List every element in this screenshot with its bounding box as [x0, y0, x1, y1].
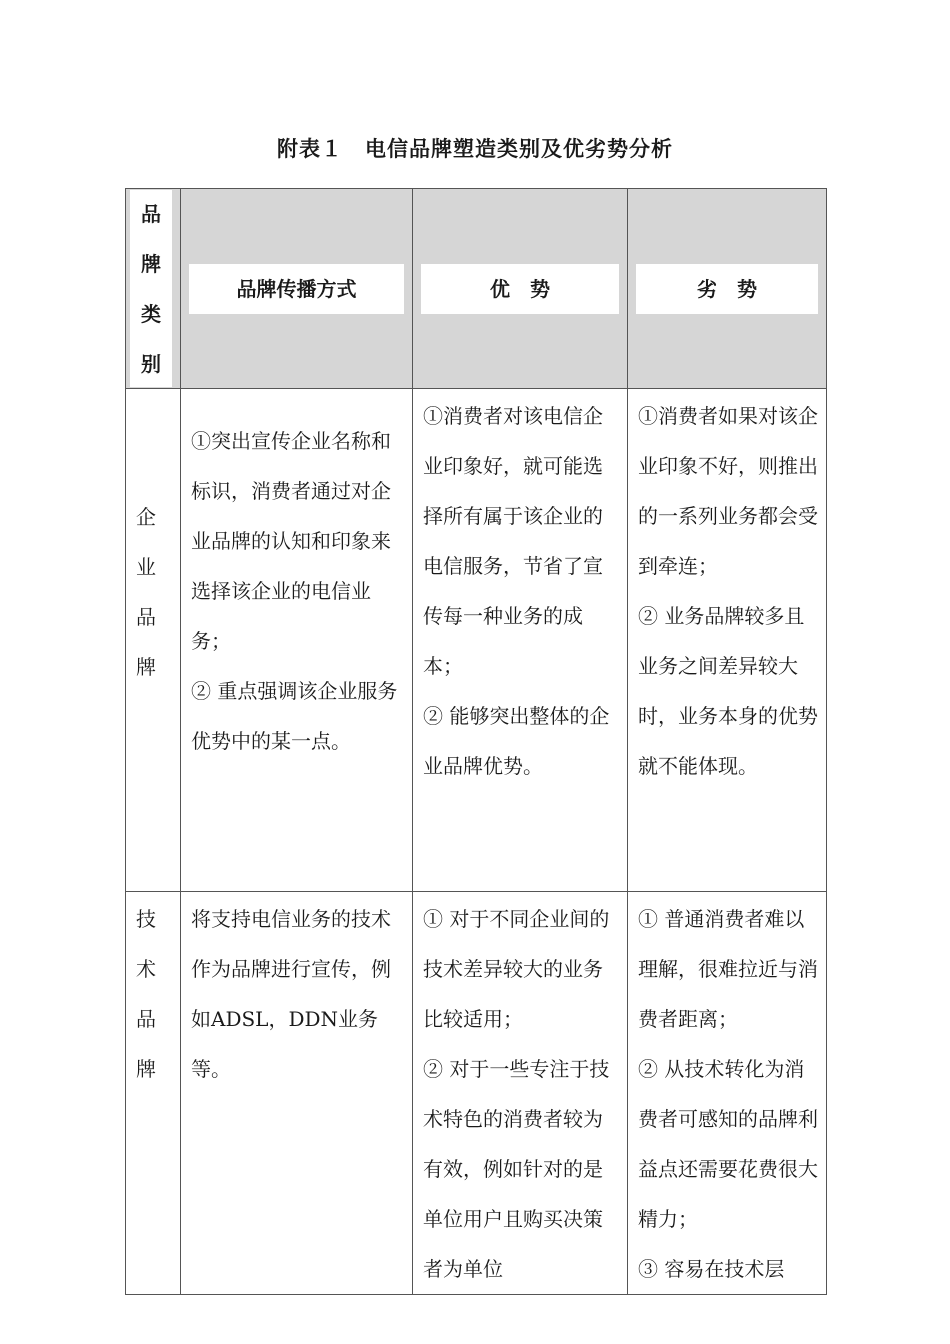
advantage-text: ② 能够突出整体的企业品牌优势。 [423, 704, 610, 778]
method-text: ①突出宣传企业名称和标识，消费者通过对企业品牌的认知和印象来选择该企业的电信业务； [191, 429, 391, 653]
table-title: 附表１ 电信品牌塑造类别及优劣势分析 [277, 137, 673, 161]
header-category-char: 别 [141, 351, 161, 376]
table-header-row [126, 189, 827, 389]
brand-analysis-table [125, 188, 827, 1295]
header-category-char: 品 [141, 201, 161, 226]
table-row-enterprise-brand [126, 389, 827, 892]
header-category-label [130, 190, 172, 387]
header-category-char: 类 [141, 301, 161, 326]
header-advantage-cell [413, 189, 628, 389]
header-disadvantage: 劣 势 [636, 264, 818, 314]
disadvantage-cell [628, 389, 827, 892]
category-char: 牌 [136, 655, 156, 679]
category-char: 业 [136, 555, 156, 579]
method-text: 将支持电信业务的技术作为品牌进行宣传，例如ADSL，DDN业务等。 [191, 907, 391, 1081]
category-char: 企 [136, 505, 156, 529]
disadvantage-text: ①消费者如果对该企业印象不好，则推出的一系列业务都会受到牵连； [638, 404, 818, 578]
header-disadvantage-cell [628, 189, 827, 389]
disadvantage-cell [628, 892, 827, 1295]
category-char: 品 [136, 605, 156, 629]
advantage-cell [413, 892, 628, 1295]
category-label [126, 894, 166, 1094]
category-char: 技 [136, 907, 156, 931]
disadvantage-text: ③ 容易在技术层 [638, 1257, 785, 1281]
table-row-technology-brand [126, 892, 827, 1295]
method-cell [181, 389, 413, 892]
category-char: 牌 [136, 1057, 156, 1081]
disadvantage-text: ① 普通消费者难以理解，很难拉近与消费者距离； [638, 907, 818, 1031]
category-cell [126, 892, 181, 1295]
header-category-char: 牌 [141, 251, 161, 276]
header-method: 品牌传播方式 [189, 264, 404, 314]
category-cell [126, 389, 181, 892]
advantage-text: ①消费者对该电信企业印象好，就可能选择所有属于该企业的电信服务，节省了宣传每一种业务的成本； [423, 404, 603, 678]
disadvantage-text: ② 业务品牌较多且业务之间差异较大时，业务本身的优势就不能体现。 [638, 604, 818, 778]
header-method-cell [181, 189, 413, 389]
disadvantage-text: ② 从技术转化为消费者可感知的品牌利益点还需要花费很大精力； [638, 1057, 818, 1231]
advantage-text: ① 对于不同企业间的技术差异较大的业务比较适用； [423, 907, 610, 1031]
category-label [126, 492, 166, 692]
header-advantage: 优 势 [421, 264, 619, 314]
advantage-cell [413, 389, 628, 892]
method-cell [181, 892, 413, 1295]
header-category-cell [126, 189, 181, 389]
category-char: 术 [136, 957, 156, 981]
category-char: 品 [136, 1007, 156, 1031]
advantage-text: ② 对于一些专注于技术特色的消费者较为有效，例如针对的是单位用户且购买决策者为单位 [423, 1057, 610, 1281]
method-text: ② 重点强调该企业服务优势中的某一点。 [191, 679, 398, 753]
